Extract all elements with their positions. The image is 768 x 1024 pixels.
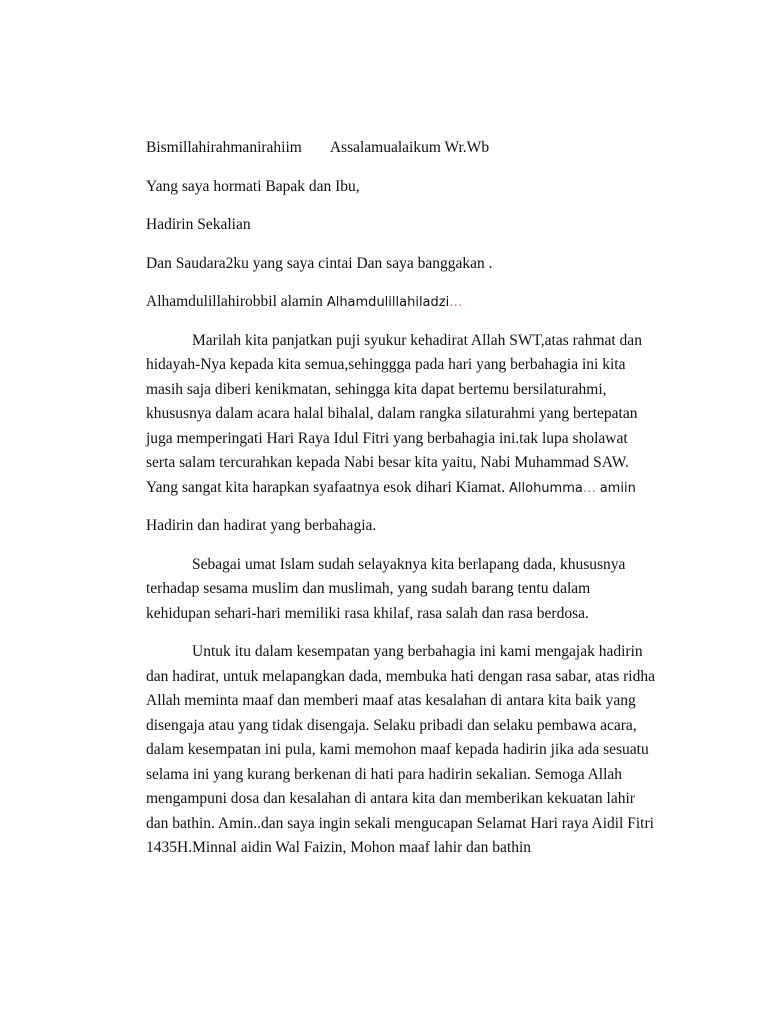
salam: Assalamualaikum Wr.Wb [329,139,490,156]
paragraph-1 [146,329,646,501]
paragraph-line-last [146,476,646,501]
amiin-text: amiin [599,480,636,496]
paragraph-line: Untuk itu dalam kesempatan yang berbahagia ini kami mengajak hadirin [192,643,643,660]
syafaat-text: Yang sangat kita harapkan syafaatnya esok dihari Kiamat. [146,478,506,496]
paragraph-line: mengampuni dosa dan kesalahan di antara kita dan memberikan kekuatan lahir [146,790,635,807]
paragraph-line: terhadap sesama muslim dan muslimah, yang sudah barang tentu dalam [146,580,591,597]
allohumma-text: Allohumma [509,480,583,496]
basmalah: Bismillahirahmanirahiim [146,139,302,156]
paragraph-line: Marilah kita panjatkan puji syukur kehadirat Allah SWT,atas rahmat dan [192,331,642,349]
paragraph-line: Allah meminta maaf dan memberi maaf atas kesalahan di antara kita baik yang [146,692,636,709]
greeting-bapak-ibu: Yang saya hormati Bapak dan Ibu, [146,177,360,195]
hamdalah-sans: Alhamdulillahiladzi [326,295,450,310]
hamdalah-line [146,290,646,315]
paragraph-2 [146,553,646,627]
paragraph-line: kehidupan sehari-hari memiliki rasa khilaf, rasa salah dan rasa berdosa. [146,604,589,622]
paragraph-line: khususnya dalam acara halal bihalal, dalam rangka silaturahmi yang bertepatan [146,405,638,422]
paragraph-line: dan hadirat, untuk melapangkan dada, membuka hati dengan rasa sabar, atas ridha [146,667,655,685]
paragraph-3 [146,640,655,861]
paragraph-line: Sebagai umat Islam sudah selayaknya kita berlapang dada, khususnya [192,555,626,573]
paragraph-line: disengaja atau yang tidak disengaja. Selaku pribadi dan selaku pembawa acara, [146,716,637,734]
paragraph-line: dalam kesempatan ini pula, kami memohon maaf kepada hadirin jika ada sesuatu [146,741,649,758]
ellipsis-mark: … [582,480,596,496]
hamdalah-serif: Alhamdulillahirobbil alamin [146,293,323,310]
greeting-hadirin: Hadirin Sekalian [146,216,251,233]
paragraph-line: 1435H.Minnal aidin Wal Faizin, Mohon maaf lahir dan bathin [146,839,532,856]
paragraph-line: serta salam tercurahkan kepada Nabi besar kita yaitu, Nabi Muhammad SAW. [146,454,629,471]
opening-line [146,136,646,161]
paragraph-line: hidayah-Nya kepada kita semua,sehinggga pada hari yang berbahagia ini kita [146,356,626,373]
paragraph-line: masih saja diberi kenikmatan, sehingga kita dapat bertemu bersilaturahmi, [146,380,607,398]
ellipsis-mark: … [449,295,463,310]
document-page [146,136,655,875]
greeting-hadirat: Hadirin dan hadirat yang berbahagia. [146,517,377,534]
paragraph-line: dan bathin. Amin..dan saya ingin sekali mengucapan Selamat Hari raya Aidil Fitri [146,814,654,832]
paragraph-line: juga memperingati Hari Raya Idul Fitri yang berbahagia ini.tak lupa sholawat [146,429,628,447]
paragraph-line: selama ini yang kurang berkenan di hati para hadirin sekalian. Semoga Allah [146,765,623,783]
greeting-saudara: Dan Saudara2ku yang saya cintai Dan saya banggakan . [146,254,493,272]
